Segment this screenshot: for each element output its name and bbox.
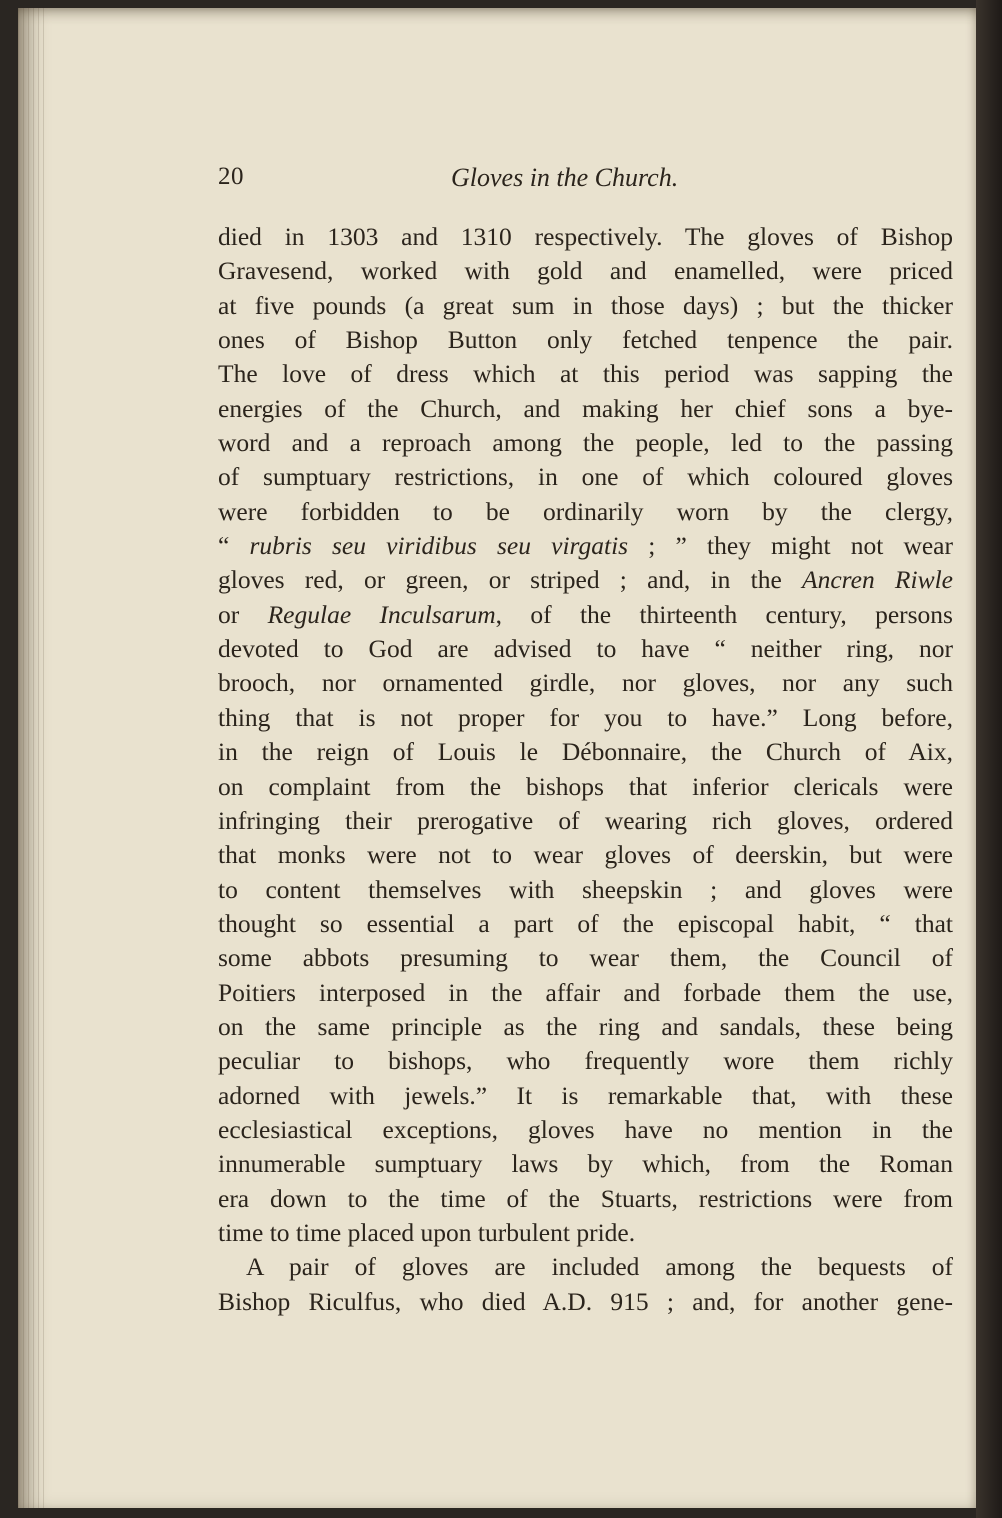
scan-background-edge [976, 0, 1002, 1518]
text-line: devoted to God are advised to have “ neither ring, nor [218, 634, 953, 664]
text-line: some abbots presuming to wear them, the Council of [218, 943, 953, 973]
text-line: energies of the Church, and making her chief sons a bye- [218, 393, 953, 423]
text-line: thing that is not proper for you to have.” Long before, [218, 702, 953, 732]
text-line: thought so essential a part of the episcopal habit, “ that [218, 908, 953, 938]
text-line: brooch, nor ornamented girdle, nor gloves, nor any such [218, 668, 953, 698]
text-line: Poitiers interposed in the affair and forbade them the use, [218, 977, 953, 1007]
italic-phrase: rubris seu viridibus seu virgatis [249, 531, 629, 561]
italic-phrase: Ancren Riwle [802, 565, 953, 595]
text-line: The love of dress which at this period was sapping the [218, 359, 953, 389]
text-line: infringing their prerogative of wearing rich gloves, ordered [218, 805, 953, 835]
page-edge-stack [18, 8, 48, 1508]
text-line: to content themselves with sheepskin ; and gloves were [218, 874, 953, 904]
text-line: Bishop Riculfus, who died A.D. 915 ; and, for another gene- [218, 1286, 953, 1316]
text-line: in the reign of Louis le Débonnaire, the Church of Aix, [218, 737, 953, 767]
body-text [218, 220, 953, 1319]
text-line: ecclesiastical exceptions, gloves have no mention in the [218, 1114, 953, 1144]
text-line-latin-quote: “ rubris seu viridibus seu virgatis ; ” they might not wear [218, 531, 953, 561]
text-line: were forbidden to be ordinarily worn by the clergy, [218, 496, 953, 526]
text-line: that monks were not to wear gloves of deerskin, but were [218, 840, 953, 870]
text-line: at five pounds (a great sum in those days) ; but the thicker [218, 290, 953, 320]
running-header [218, 163, 953, 203]
text-line: Gravesend, worked with gold and enamelled, were priced [218, 256, 953, 286]
running-title: Gloves in the Church. [451, 163, 679, 192]
text-line: gloves red, or green, or striped ; and, in the Ancren Riwle [218, 565, 953, 595]
text-line: on complaint from the bishops that inferior clericals were [218, 771, 953, 801]
text-line: of sumptuary restrictions, in one of which coloured gloves [218, 462, 953, 492]
text-line: era down to the time of the Stuarts, restrictions were from [218, 1183, 953, 1213]
paragraph-start-line: A pair of gloves are included among the bequests of [246, 1252, 953, 1282]
text-line: adorned with jewels.” It is remarkable that, with these [218, 1080, 953, 1110]
text-line: or Regulae Inculsarum, of the thirteenth century, persons [218, 599, 953, 629]
text-line: innumerable sumptuary laws by which, from the Roman [218, 1149, 953, 1179]
text-line: ones of Bishop Button only fetched tenpence the pair. [218, 325, 953, 355]
italic-phrase: Regulae Inculsarum [267, 599, 496, 629]
text-line: word and a reproach among the people, led to the passing [218, 428, 953, 458]
text-line: on the same principle as the ring and sandals, these being [218, 1011, 953, 1041]
text-line: died in 1303 and 1310 respectively. The gloves of Bishop [218, 222, 953, 251]
page-number: 20 [218, 163, 244, 190]
paragraph-end-line: time to time placed upon turbulent pride. [218, 1217, 636, 1247]
text-line: peculiar to bishops, who frequently wore them richly [218, 1046, 953, 1076]
